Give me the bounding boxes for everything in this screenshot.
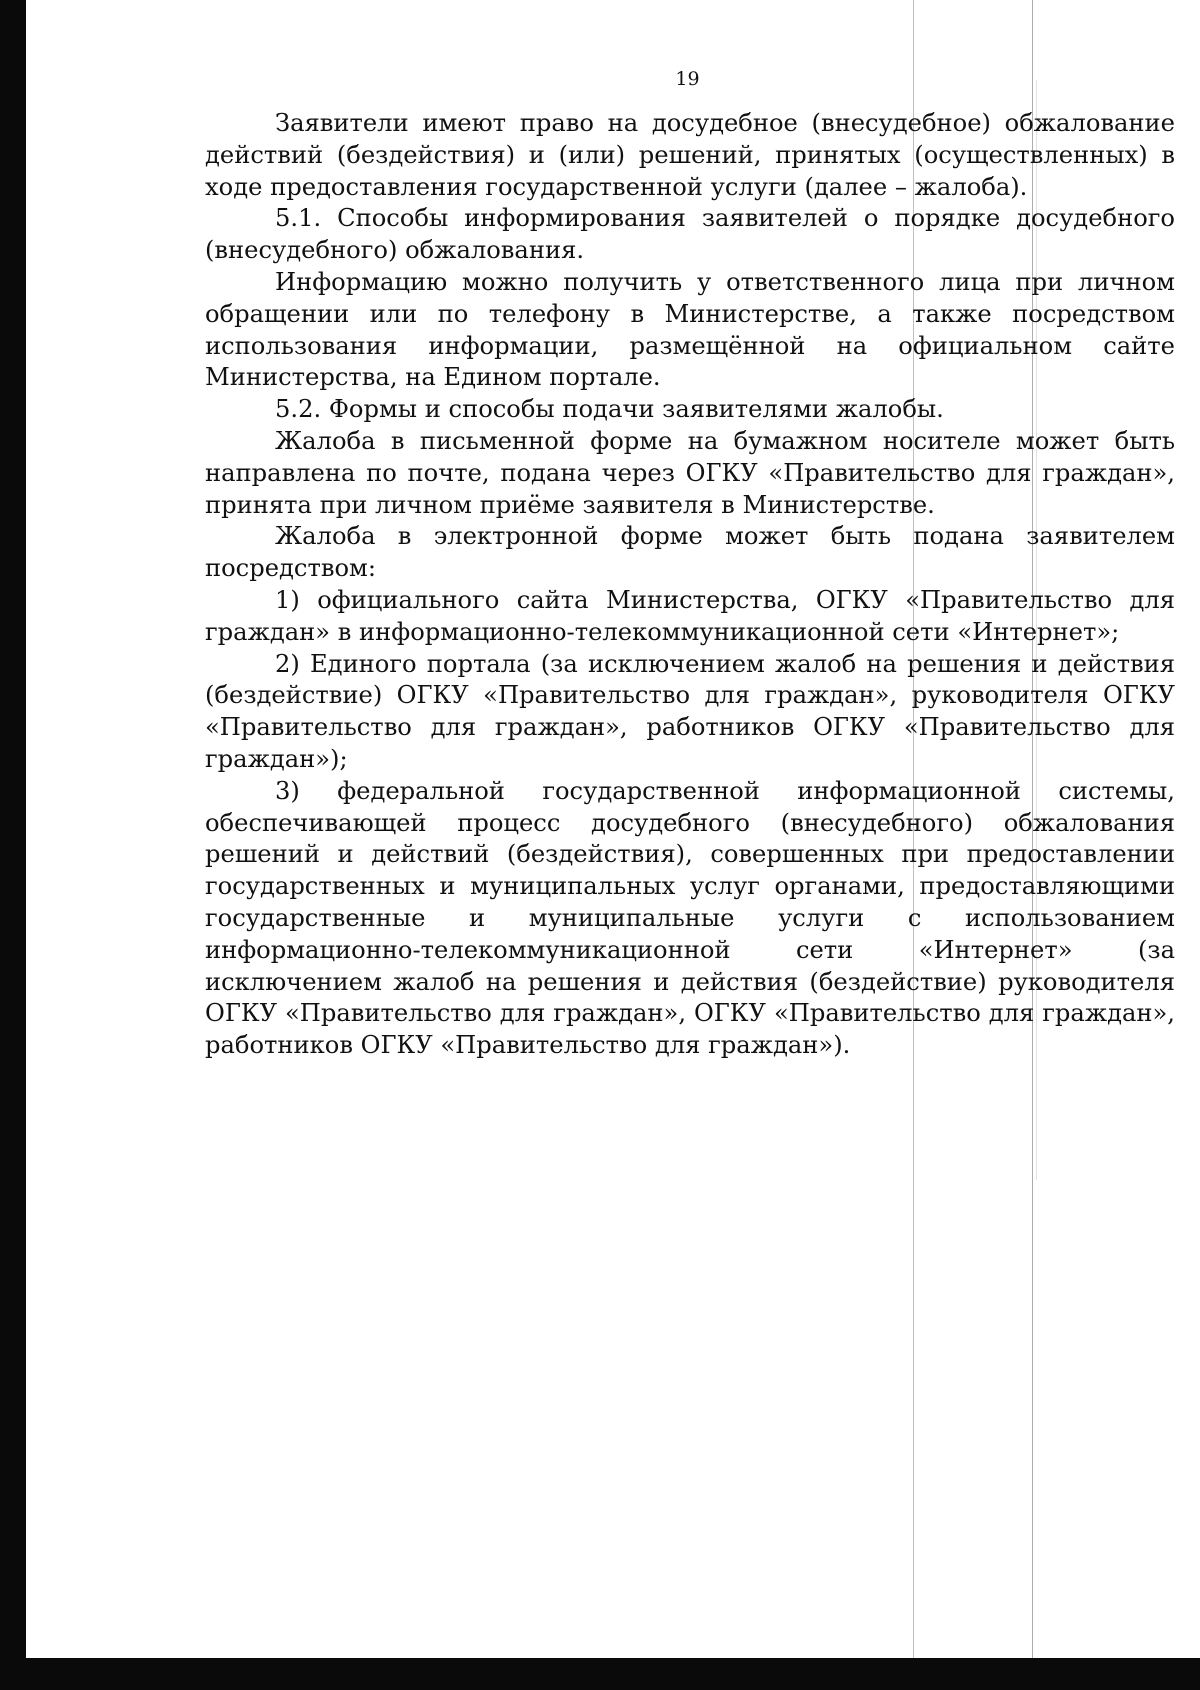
paragraph-electronic-complaint: Жалоба в электронной форме может быть подана заявителем посредством: xyxy=(205,522,1175,583)
paragraph-section-5-1: 5.1. Способы информирования заявителей о порядке досудебного (внесудебного) обжалования. xyxy=(205,204,1175,265)
list-item-1: 1) официального сайта Министерства, ОГКУ «Правительство для граждан» в информационно-телекоммуникационной сети «Интернет»; xyxy=(205,585,1175,646)
paragraph-right-to-appeal: Заявители имеют право на досудебное (внесудебное) обжалование действий (бездействия) и (или) решений, принятых (осуществленных) в ходе предоставления государственной услуги (далее – жалоба). xyxy=(205,109,1175,201)
paragraph-paper-complaint: Жалоба в письменной форме на бумажном носителе может быть направлена по почте, подана через ОГКУ «Правительство для граждан», принята при личном приёме заявителя в Министерстве. xyxy=(205,426,1175,519)
page-number: 19 xyxy=(675,68,700,90)
paragraph-information-sources: Информацию можно получить у ответственного лица при личном обращении или по телефону в Министерстве, а также посредством использования информации, размещённой на официальном сайте Министерства, на Едином портале. xyxy=(205,267,1175,392)
scan-border-bottom xyxy=(0,1658,1200,1690)
scan-border-left xyxy=(0,0,26,1690)
paragraph-section-5-2: 5.2. Формы и способы подачи заявителями жалобы. xyxy=(275,395,944,424)
document-body xyxy=(205,108,1175,1062)
list-item-2: 2) Единого портала (за исключением жалоб на решения и действия (бездействие) ОГКУ «Правительство для граждан», руководителя ОГКУ «Правительство для граждан», работников ОГКУ «Правительство для граждан»); xyxy=(205,649,1175,773)
list-item-3: 3) федеральной государственной информационной системы, обеспечивающей процесс досудебного (внесудебного) обжалования решений и действий (бездействия), совершенных при предоставлении государственных и муниципальных услуг органами, предоставляющими государственные и муниципальные услуги с использованием информационно-телекоммуникационной сети «Интернет» (за исключением жалоб на решения и действия (бездействие) руководителя ОГКУ «Правительство для граждан», ОГКУ «Правительство для граждан», работников ОГКУ «Правительство для граждан»). xyxy=(205,776,1175,1060)
